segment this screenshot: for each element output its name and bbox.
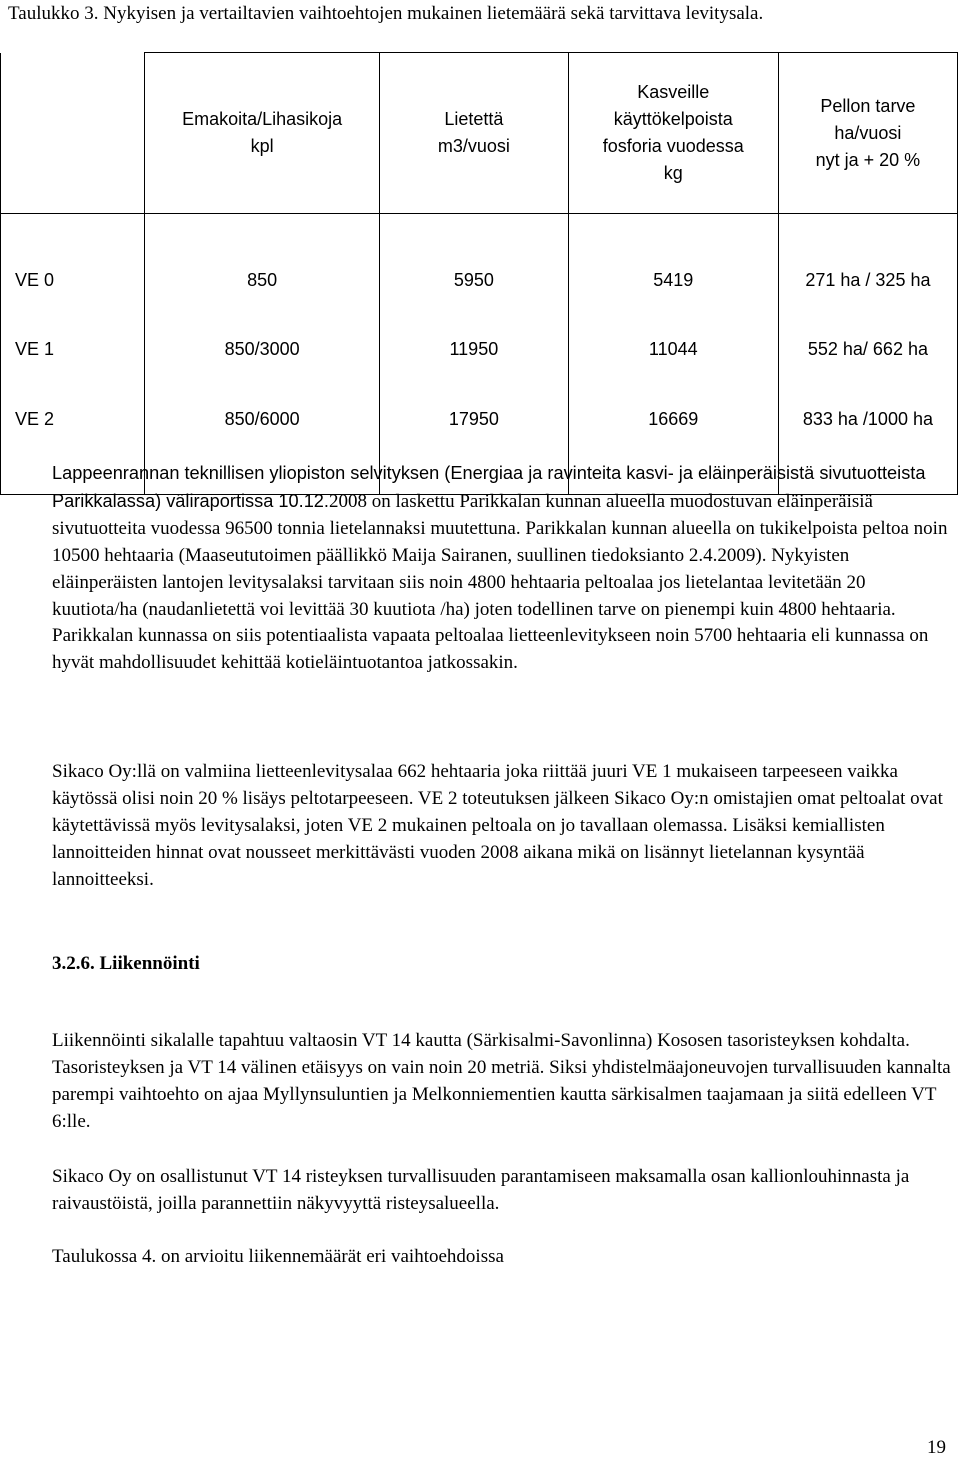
- table-cell: 850/6000: [145, 376, 380, 495]
- table-row: [1, 322, 958, 376]
- section-heading-liikennointi: 3.2.6. Liikennöinti: [52, 953, 200, 974]
- paragraph-table4-intro: Taulukossa 4. on arvioitu liikennemäärät eri vaihtoehdoissa: [52, 1246, 504, 1267]
- table-cell: VE 0: [1, 214, 145, 323]
- page-number: 19: [927, 1437, 946, 1458]
- header-cell-sows: Emakoita/Lihasikoja kpl: [145, 53, 380, 214]
- header-cell-field-need: Pellon tarve ha/vuosi nyt ja + 20 %: [778, 53, 957, 214]
- table-body: [1, 214, 958, 495]
- table-cell: 16669: [568, 376, 778, 495]
- table-cell: 833 ha /1000 ha: [778, 376, 957, 495]
- paragraph-crossing-safety: Sikaco Oy on osallistunut VT 14 risteyksen turvallisuuden parantamiseen maksamalla osan kallionlouhinnasta ja raivaustöistä, joilla parannettiin näkyvyyttä risteysalueella.: [52, 1166, 910, 1214]
- table-row: [1, 214, 958, 323]
- table-cell: 11044: [568, 322, 778, 376]
- table-cell: VE 1: [1, 322, 145, 376]
- table-cell: 850: [145, 214, 380, 323]
- table-cell: 5419: [568, 214, 778, 323]
- table-cell: 11950: [380, 322, 569, 376]
- table-caption: Taulukko 3. Nykyisen ja vertailtavien vaihtoehtojen mukainen lietemäärä sekä tarvittava levitysala.: [8, 3, 764, 24]
- table-cell: 5950: [380, 214, 569, 323]
- header-cell-slurry: Lietettä m3/vuosi: [380, 53, 569, 214]
- paragraph-sikaco-fields: Sikaco Oy:llä on valmiina lietteenlevitysalaa 662 hehtaaria joka riittää juuri VE 1 mukaiseen tarpeeseen vaikka käytössä olisi noin 20 % lisäys peltotarpeeseen. VE 2 toteutuksen jälkeen Sikaco Oy:n omistajien omat peltoalat ovat käytettävissä myös levitysalaksi, joten VE 2 mukainen peltoala on jo tavallaan olemassa. Lisäksi kemiallisten lannoitteiden hinnat ovat nousseet merkittävästi vuoden 2008 aikana mikä on lisännyt lietelannan kysyntää lannoitteeksi.: [52, 761, 943, 890]
- table-header-row: [1, 53, 958, 214]
- data-table: [0, 52, 958, 495]
- paragraph-lut-report-rest: 2008 on laskettu Parikkalan kunnan alueella muodostuvan eläinperäisiä sivutuotteita vuodessa 96500 tonnia lietelannaksi muutettuna. Parikkalan kunnan alueella on tukikelpoista peltoa noin 10500 hehtaaria (Maaseututoimen päällikkö Maija Sairanen, suullinen tiedoksianto 2.4.2009). Nykyisten eläinperäisten lantojen levitysalaksi tarvitaan siis noin 4800 hehtaaria peltoalaa jos lietelantaa levitetään 20 kuutiota/ha (naudanlietettä voi levittää 30 kuutiota /ha) joten todellinen tarve on pienempi kuin 4800 hehtaaria. Parikkalan kunnassa on siis potentiaalista vapaata peltoalaa lietteenlevitykseen noin 5700 hehtaaria eli kunnassa on hyvät mahdollisuudet kehittää kotieläintuotantoa jatkossakin.: [52, 490, 948, 674]
- table-cell: 271 ha / 325 ha: [778, 214, 957, 323]
- paragraph-lut-report: [52, 460, 952, 677]
- paragraph-traffic-route: Liikennöinti sikalalle tapahtuu valtaosin VT 14 kautta (Särkisalmi-Savonlinna) Kososen tasoristeyksen kohdalta. Tasoristeyksen ja VT 14 välinen etäisyys on vain noin 20 metriä. Siksi yhdistelmäajoneuvojen turvallisuuden kannalta parempi vaihtoehto on ajaa Myllynsuluntien ja Melkonniementien kautta särkisalmen taajamaan ja siitä edelleen VT 6:lle.: [52, 1030, 951, 1132]
- table-cell: 850/3000: [145, 322, 380, 376]
- table-cell: 17950: [380, 376, 569, 495]
- header-cell-phosphorus: Kasveille käyttökelpoista fosforia vuodessa kg: [568, 53, 778, 214]
- header-cell-empty: [1, 53, 145, 214]
- table-header: [1, 53, 958, 214]
- table-cell: 552 ha/ 662 ha: [778, 322, 957, 376]
- paragraph-lut-report-start: Lappeenrannan teknillisen yliopiston selvityksen (Energiaa ja ravinteita kasvi- ja eläinperäisistä sivutuotteista Parikkalassa) väliraportissa 10.12.: [52, 463, 926, 511]
- table-cell: VE 2: [1, 376, 145, 495]
